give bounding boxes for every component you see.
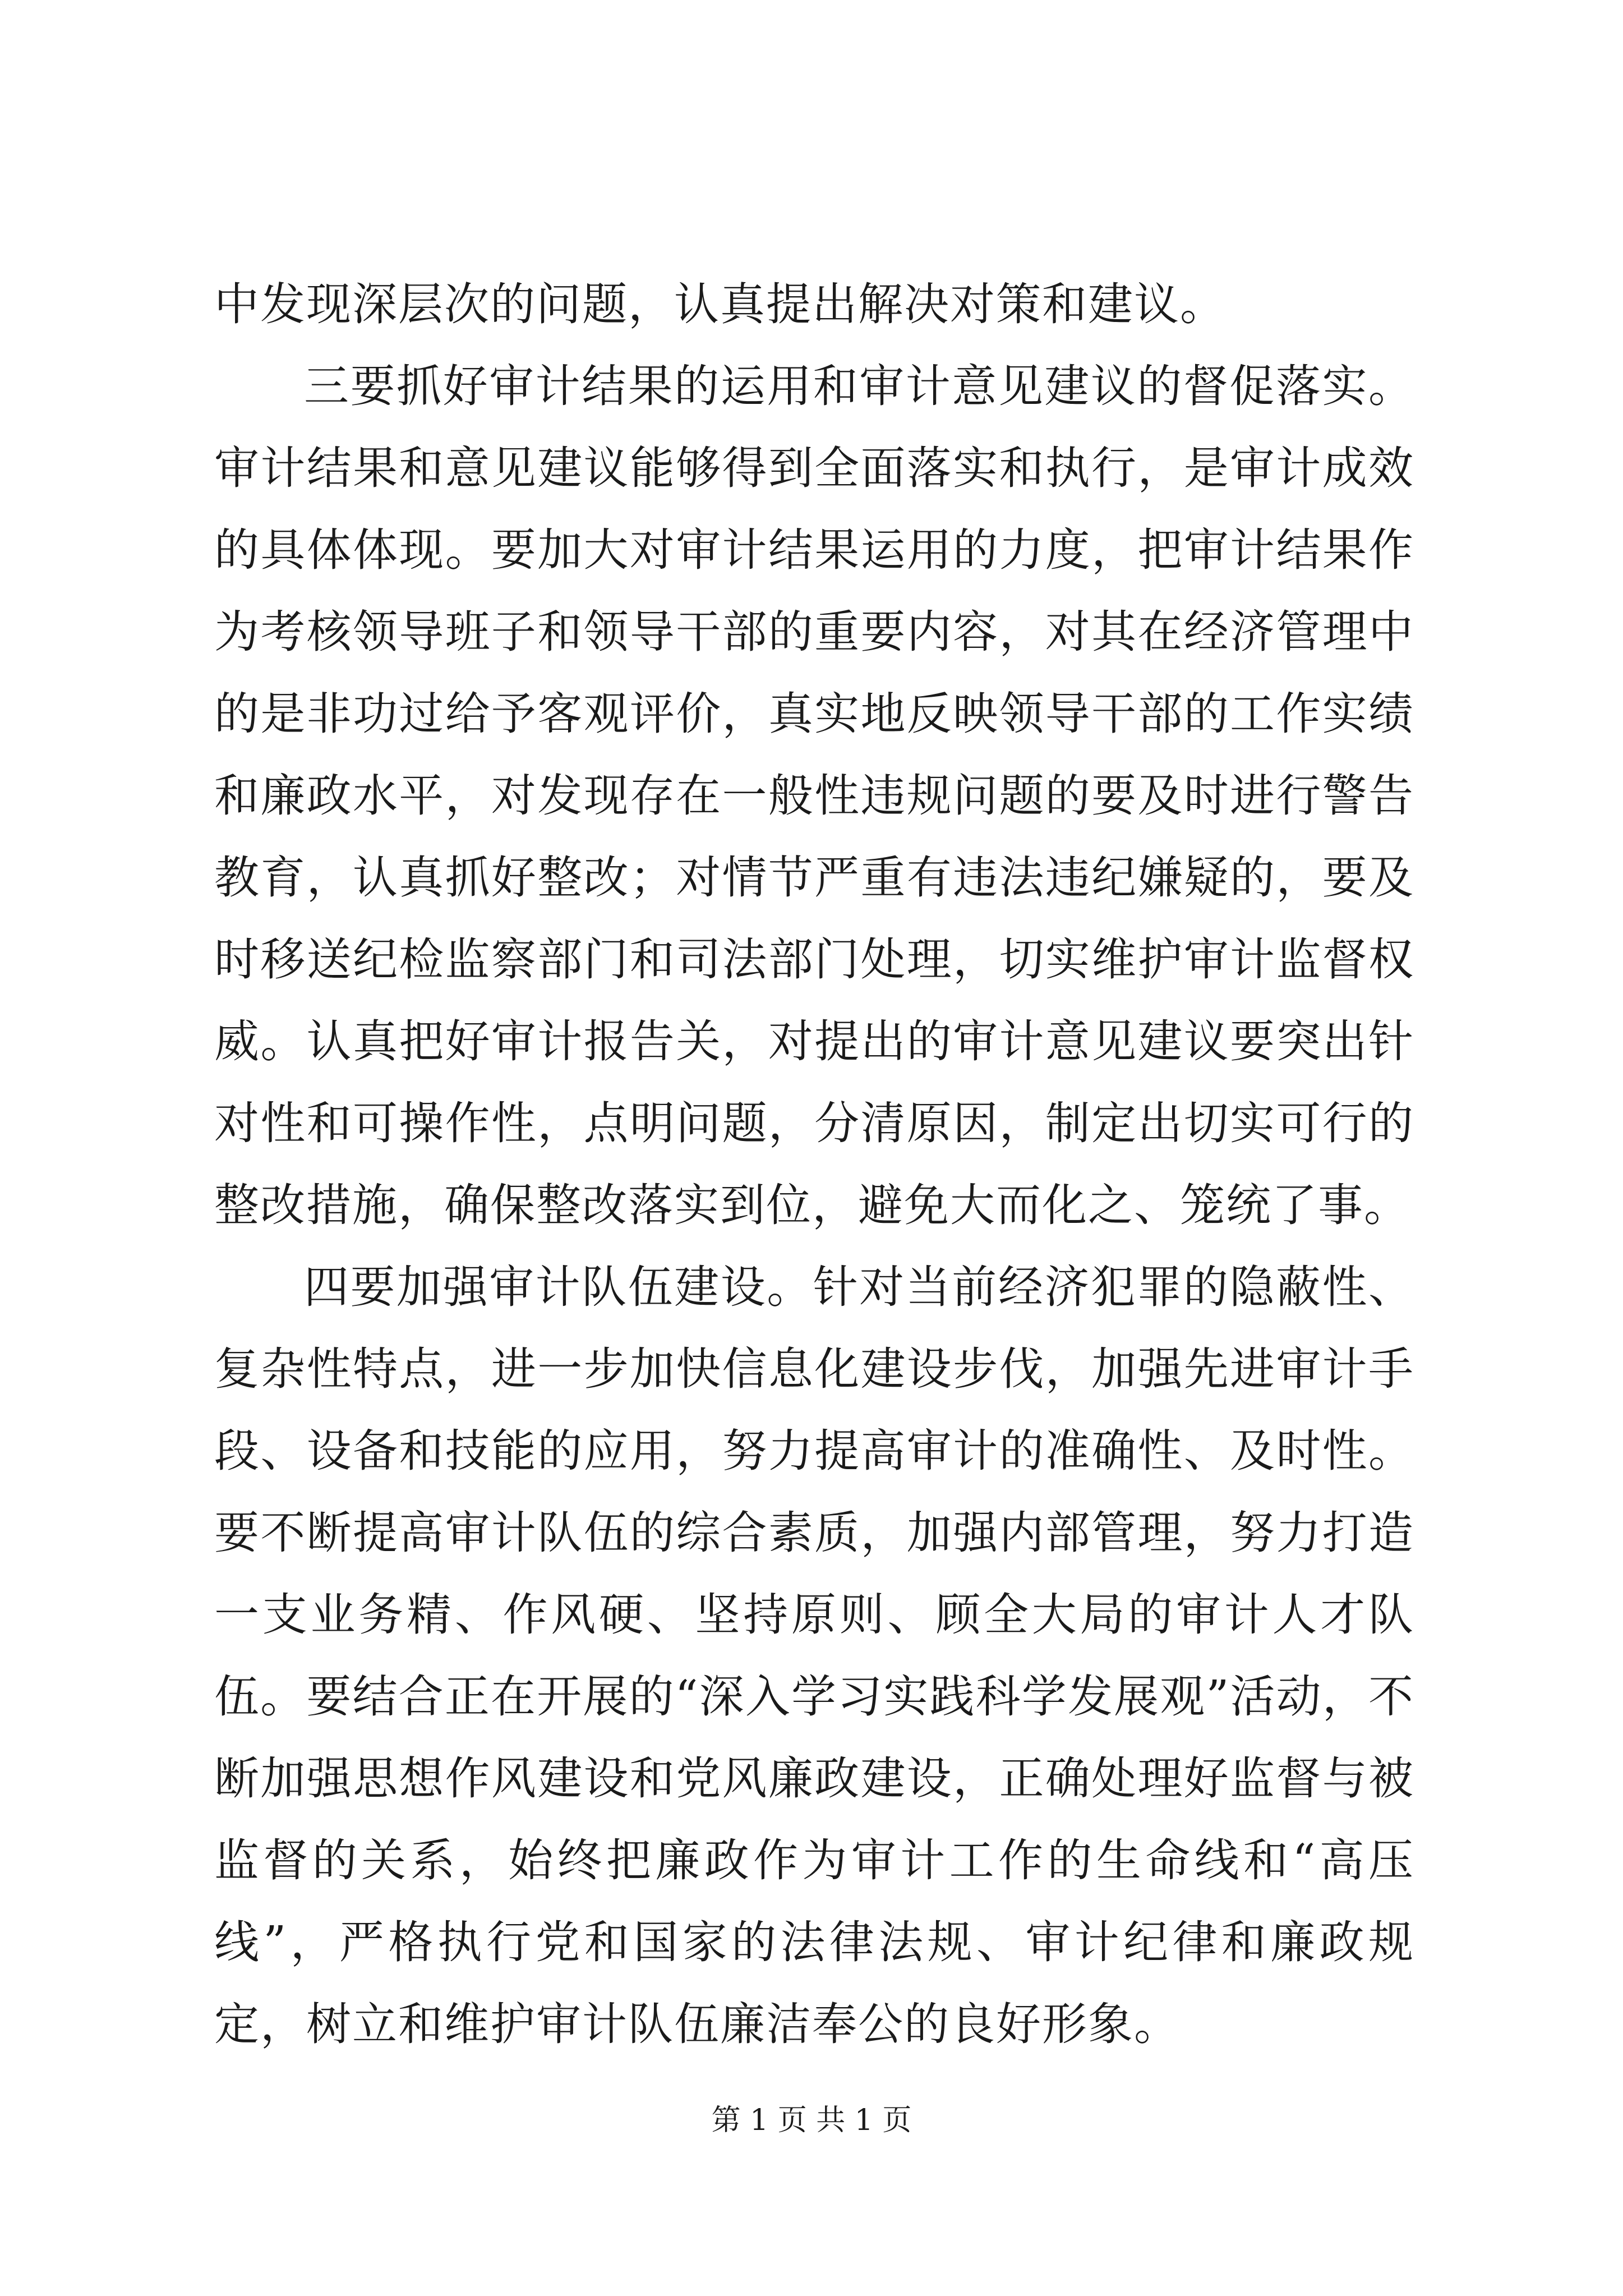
paragraph-audit-team: 四要加强审计队伍建设。针对当前经济犯罪的隐蔽性、复杂性特点，进一步加快信息化建设步伐，加强先进审计手段、设备和技能的应用，努力提高审计的准确性、及时性。要不断提高审计队伍的综合素质，加强内部管理，努力打造一支业务精、作风硬、坚持原则、顾全大局的审计人才队伍。要结合正在开展的“深入学习实践科学发展观”活动，不断加强思想作风建设和党风廉政建设，正确处理好监督与被监督的关系，始终把廉政作为审计工作的生命线和“高压线”，严格执行党和国家的法律法规、审计纪律和廉政规定，树立和维护审计队伍廉洁奉公的良好形象。 (214, 1261, 1414, 2050)
document-body (214, 264, 1414, 2065)
page-footer: 第 1 页 共 1 页 (711, 2104, 912, 2137)
paragraph-audit-results: 三要抓好审计结果的运用和审计意见建议的督促落实。审计结果和意见建议能够得到全面落实和执行，是审计成效的具体体现。要加大对审计结果运用的力度，把审计结果作为考核领导班子和领导干部的重要内容，对其在经济管理中的是非功过给予客观评价，真实地反映领导干部的工作实绩和廉政水平，对发现存在一般性违规问题的要及时进行警告教育，认真抓好整改；对情节严重有违法违纪嫌疑的，要及时移送纪检监察部门和司法部门处理，切实维护审计监督权威。认真把好审计报告关，对提出的审计意见建议要突出针对性和可操作性，点明问题，分清原因，制定出切实可行的整改措施，确保整改落实到位，避免大而化之、笼统了事。 (214, 360, 1414, 1231)
paragraph-continued: 中发现深层次的问题，认真提出解决对策和建议。 (214, 278, 1226, 330)
